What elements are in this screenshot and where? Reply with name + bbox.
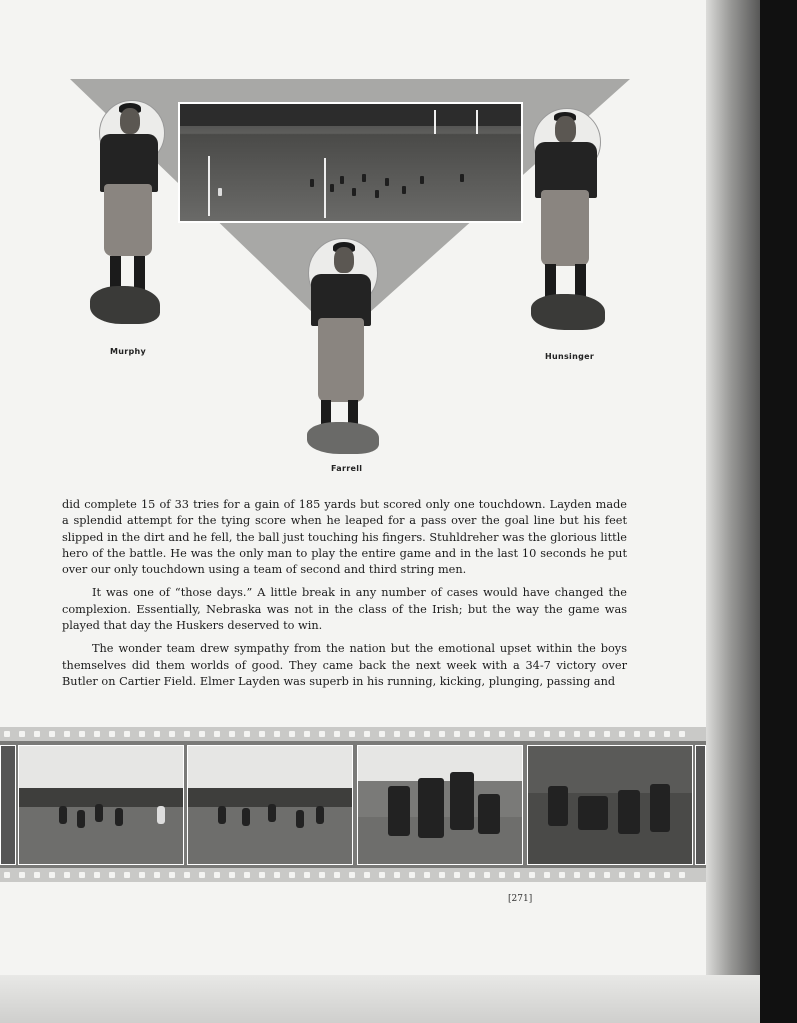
film-frame-edge	[0, 745, 16, 865]
paragraph-1: did complete 15 of 33 tries for a gain of 185 yards but scored only one touchdown. Layden made a splendid attempt for the tying score when he leaped for a pass over the goal line but his feet slipped in the dirt and he fell, the ball just touching his fingers. Stuhldreher was the glorious little hero of the battle. He was the only man to play the entire game and in the last 10 seconds he put over our only touchdown using a team of second and third string men.	[62, 498, 627, 577]
caption-hunsinger: Hunsinger	[545, 352, 595, 361]
film-frame-2	[187, 745, 353, 865]
film-frame-1	[18, 745, 184, 865]
article-text	[62, 497, 627, 697]
football-field-photo	[178, 102, 523, 223]
film-frame-edge-right	[695, 745, 706, 865]
film-strip	[0, 727, 706, 882]
film-frame-3	[357, 745, 523, 865]
caption-farrell: Farrell	[331, 464, 363, 473]
page-number: [271]	[508, 894, 533, 904]
book-spine	[706, 0, 766, 990]
paragraph-2: It was one of “those days.” A little break in any number of cases would have changed the complexion. Essentially, Nebraska was not in the class of the Irish; but the way the game was played that day the Huskers deserved to win.	[62, 586, 627, 633]
film-frame-4	[527, 745, 693, 865]
player-photo-farrell	[305, 238, 385, 458]
paragraph-3: The wonder team drew sympathy from the nation but the emotional upset within the boys themselves did them worlds of good. They came back the next week with a 34-7 victory over Butler on Cartier Field. Elmer Layden was superb in his running, kicking, plunging, passing and	[62, 642, 627, 688]
page-bottom-shadow	[0, 975, 760, 1023]
book-edge	[760, 0, 797, 1023]
player-photo-murphy	[88, 100, 168, 330]
player-photo-hunsinger	[525, 108, 609, 333]
caption-murphy: Murphy	[110, 347, 147, 356]
